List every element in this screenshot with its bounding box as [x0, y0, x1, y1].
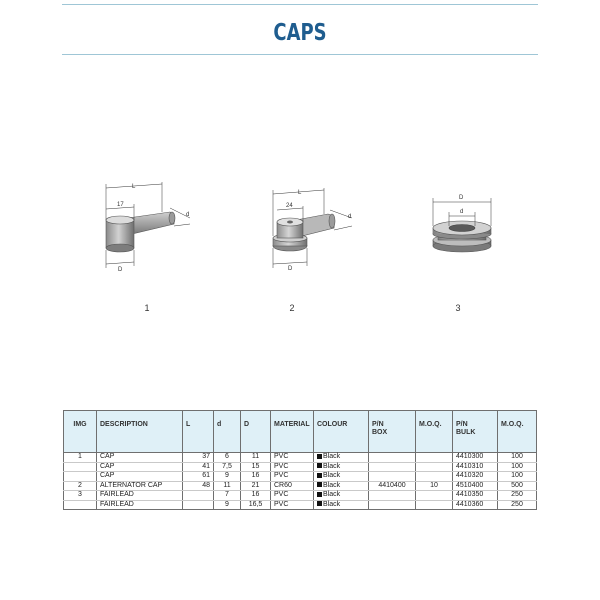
cell-moq-box	[416, 500, 453, 510]
black-swatch-icon	[317, 463, 322, 468]
cell-material: CR60	[271, 481, 314, 491]
cell-moq-bulk: 250	[498, 500, 537, 510]
cell-description: CAP	[97, 462, 183, 472]
cell-description: FAIRLEAD	[97, 500, 183, 510]
colour-label: Black	[323, 500, 341, 508]
figure-3-dim-d: d	[460, 209, 464, 215]
colour-label: Black	[323, 491, 341, 498]
cell-material: PVC	[271, 500, 314, 510]
cell-moq-box	[416, 462, 453, 472]
cell-L	[183, 500, 214, 510]
header-pn-bulk	[453, 411, 498, 453]
colour-label: Black	[323, 481, 341, 489]
cell-moq-bulk: 500	[498, 481, 537, 491]
header-material: MATERIAL	[271, 411, 314, 453]
cell-d: 6	[214, 453, 241, 463]
cell-L	[183, 491, 214, 501]
cell-d: 7,5	[214, 462, 241, 472]
header-img: IMG	[64, 411, 97, 453]
header-description: DESCRIPTION	[97, 411, 183, 453]
figure-1-number: 1	[144, 303, 150, 313]
cell-pn-box	[369, 472, 416, 482]
figure-2-dim-L: L	[298, 190, 302, 196]
cell-pn-bulk: 4410350	[453, 491, 498, 501]
page-title: CAPS	[273, 20, 327, 46]
colour-label: Black	[323, 462, 341, 470]
cell-moq-box	[416, 453, 453, 463]
cell-colour	[314, 500, 369, 510]
figure-1-cap-drawing	[90, 178, 200, 278]
cell-d: 11	[214, 481, 241, 491]
cell-pn-box	[369, 491, 416, 501]
cell-description: CAP	[97, 453, 183, 463]
table-row	[64, 500, 537, 510]
colour-label: Black	[323, 472, 341, 479]
black-swatch-icon	[317, 454, 322, 459]
header-pn-box-line2: BOX	[372, 429, 388, 436]
top-rule	[62, 4, 538, 5]
title-underline	[62, 54, 538, 55]
caps-product-table	[63, 410, 537, 510]
cell-moq-bulk: 100	[498, 453, 537, 463]
figure-3-dim-D: D	[459, 195, 464, 201]
header-moq-bulk: M.O.Q.	[498, 411, 537, 453]
cell-moq-bulk: 100	[498, 472, 537, 482]
cell-L: 37	[183, 453, 214, 463]
cell-material: PVC	[271, 491, 314, 501]
cell-moq-box: 10	[416, 481, 453, 491]
cell-pn-box	[369, 462, 416, 472]
cell-pn-bulk: 4410300	[453, 453, 498, 463]
cell-colour	[314, 453, 369, 463]
cell-pn-box	[369, 453, 416, 463]
cell-material: PVC	[271, 453, 314, 463]
cell-L: 41	[183, 462, 214, 472]
figure-2-alternator-cap-drawing	[262, 180, 362, 275]
cell-description: FAIRLEAD	[97, 491, 183, 501]
header-colour: COLOUR	[314, 411, 369, 453]
table-row	[64, 481, 537, 491]
cell-D: 11	[241, 453, 271, 463]
figure-2-dim-D: D	[288, 266, 293, 272]
cell-pn-bulk: 4410360	[453, 500, 498, 510]
figure-2-dim-d: d	[348, 214, 352, 220]
cell-d: 9	[214, 472, 241, 482]
cell-material: PVC	[271, 472, 314, 482]
figure-1-dim-17: 17	[117, 202, 124, 208]
colour-label: Black	[323, 453, 341, 460]
cell-D: 15	[241, 462, 271, 472]
figure-1-dim-d: d	[186, 212, 190, 218]
cell-colour	[314, 491, 369, 501]
cell-img	[64, 462, 97, 472]
cell-colour	[314, 481, 369, 491]
black-swatch-icon	[317, 501, 322, 506]
cell-img	[64, 500, 97, 510]
cell-img	[64, 472, 97, 482]
table-row	[64, 453, 537, 463]
figure-3-number: 3	[455, 303, 461, 313]
cell-description: CAP	[97, 472, 183, 482]
header-d: d	[214, 411, 241, 453]
cell-colour	[314, 472, 369, 482]
header-moq-box: M.O.Q.	[416, 411, 453, 453]
black-swatch-icon	[317, 492, 322, 497]
cell-pn-bulk: 4510400	[453, 481, 498, 491]
cell-D: 21	[241, 481, 271, 491]
cell-moq-bulk: 250	[498, 491, 537, 501]
header-pn-box	[369, 411, 416, 453]
table-row	[64, 462, 537, 472]
table-row	[64, 491, 537, 501]
table-header-row	[64, 411, 537, 453]
cell-d: 7	[214, 491, 241, 501]
cell-D: 16,5	[241, 500, 271, 510]
header-D: D	[241, 411, 271, 453]
cell-D: 16	[241, 491, 271, 501]
cell-pn-box: 4410400	[369, 481, 416, 491]
figure-2-dim-24: 24	[286, 203, 293, 209]
figure-1-dim-D: D	[118, 267, 123, 273]
cell-D: 16	[241, 472, 271, 482]
black-swatch-icon	[317, 473, 322, 478]
black-swatch-icon	[317, 482, 322, 487]
header-pn-box-line1: P/N	[372, 421, 384, 428]
header-L: L	[183, 411, 214, 453]
cell-moq-box	[416, 472, 453, 482]
header-pn-bulk-line1: P/N	[456, 421, 468, 428]
cell-material: PVC	[271, 462, 314, 472]
cell-pn-bulk: 4410310	[453, 462, 498, 472]
table-row	[64, 472, 537, 482]
figure-3-fairlead-drawing	[422, 190, 502, 260]
cell-colour	[314, 462, 369, 472]
cell-pn-bulk: 4410320	[453, 472, 498, 482]
cell-L: 48	[183, 481, 214, 491]
cell-d: 9	[214, 500, 241, 510]
cell-description: ALTERNATOR CAP	[97, 481, 183, 491]
cell-moq-bulk: 100	[498, 462, 537, 472]
cell-img: 3	[64, 491, 97, 501]
cell-img: 2	[64, 481, 97, 491]
cell-pn-box	[369, 500, 416, 510]
header-pn-bulk-line2: BULK	[456, 429, 476, 436]
table-body	[64, 453, 537, 510]
cell-moq-box	[416, 491, 453, 501]
figure-1-dim-L: L	[132, 184, 136, 190]
cell-L: 61	[183, 472, 214, 482]
cell-img: 1	[64, 453, 97, 463]
figure-2-number: 2	[289, 303, 295, 313]
